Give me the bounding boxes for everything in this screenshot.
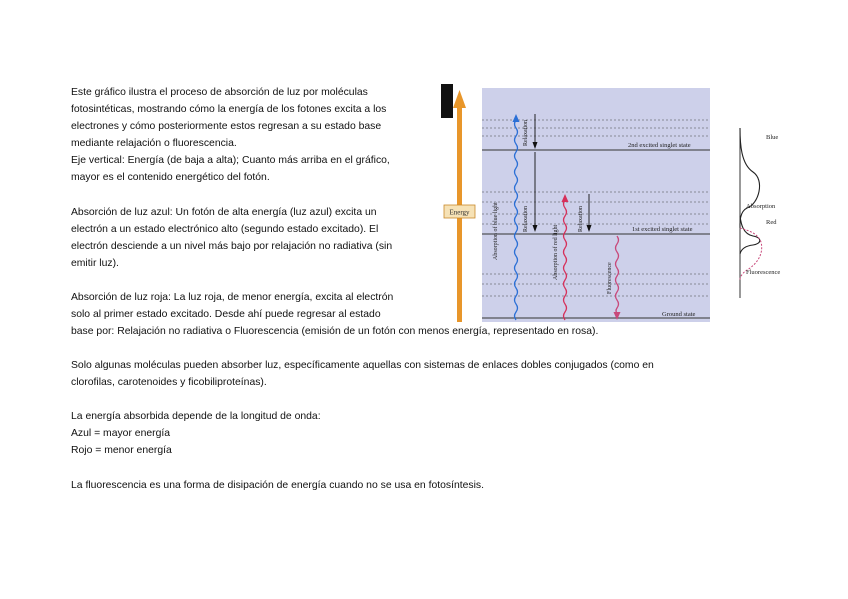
text-line: fotosintéticas, mostrando cómo la energía de los fotones excita a los xyxy=(71,104,387,115)
intro-paragraph xyxy=(71,84,436,186)
diagram-corner-tab xyxy=(441,84,453,118)
text-line: Este gráfico ilustra el proceso de absorción de luz por moléculas xyxy=(71,87,368,98)
text-line: La energía absorbida depende de la longitud de onda: xyxy=(71,411,321,422)
energy-label: Energy xyxy=(449,208,470,217)
text-line: Absorción de luz azul: Un fotón de alta energía (luz azul) excita un xyxy=(71,207,377,218)
text-line: base por: Relajación no radiativa o Fluorescencia (emisión de un fotón con menos energía, representado en rosa). xyxy=(71,326,599,337)
text-line: solo al primer estado excitado. Desde ahí puede regresar al estado xyxy=(71,309,381,320)
wavelength-paragraph xyxy=(71,408,771,459)
text-line: Absorción de luz roja: La luz roja, de menor energía, excita al electrón xyxy=(71,292,394,303)
spectrum-fluorescence-label: Fluorescence xyxy=(746,269,781,276)
text-line: electrón a un estado electrónico alto (segundo estado excitado). El xyxy=(71,224,379,235)
molecules-paragraph xyxy=(71,357,771,391)
ground-state-label: Ground state xyxy=(662,311,696,318)
text-line: electrones y cómo posteriormente estos regresan a su estado base xyxy=(71,121,382,132)
text-line: emitir luz). xyxy=(71,258,119,269)
text-line: clorofilas, carotenoides y ficobiliproteínas). xyxy=(71,377,267,388)
text-line: electrón desciende a un nivel más bajo por relajación no radiativa (sin xyxy=(71,241,393,252)
text-line: mediante relajación o fluorescencia. xyxy=(71,138,237,149)
energy-level-diagram xyxy=(441,84,793,322)
text-line: Eje vertical: Energía (de baja a alta); Cuanto más arriba en el gráfico, xyxy=(71,155,390,166)
spectrum-red-label: Red xyxy=(766,219,777,226)
second-excited-state-label: 2nd excited singlet state xyxy=(628,142,691,149)
text-line: La fluorescencia es una forma de disipación de energía cuando no se usa en fotosíntesis. xyxy=(71,480,485,491)
text-line: Rojo = menor energía xyxy=(71,445,172,456)
relaxation-3-label: Relaxation xyxy=(578,206,584,232)
text-line: mayor es el contenido energético del fotón. xyxy=(71,172,270,183)
diagram-panel xyxy=(482,88,710,322)
fluorescence-note-paragraph xyxy=(71,477,771,494)
spectrum-blue-label: Blue xyxy=(766,134,779,141)
relaxation-2-label: Relaxation xyxy=(523,206,529,232)
fluorescence-arrow-label: Fluorescence xyxy=(607,262,613,294)
spectrum-absorption-label: Absorption xyxy=(746,203,776,210)
text-line: Solo algunas moléculas pueden absorber luz, específicamente aquellas con sistemas de enlaces dobles conjugados (como en xyxy=(71,360,654,371)
absorption-blue-label: Absorption of blue light xyxy=(493,202,499,260)
relaxation-1-label: Relaxation xyxy=(523,120,529,146)
first-excited-state-label: 1st excited singlet state xyxy=(632,226,693,233)
text-line: Azul = mayor energía xyxy=(71,428,171,439)
blue-light-paragraph xyxy=(71,204,436,272)
absorption-red-label: Absorption of red light xyxy=(553,224,559,280)
